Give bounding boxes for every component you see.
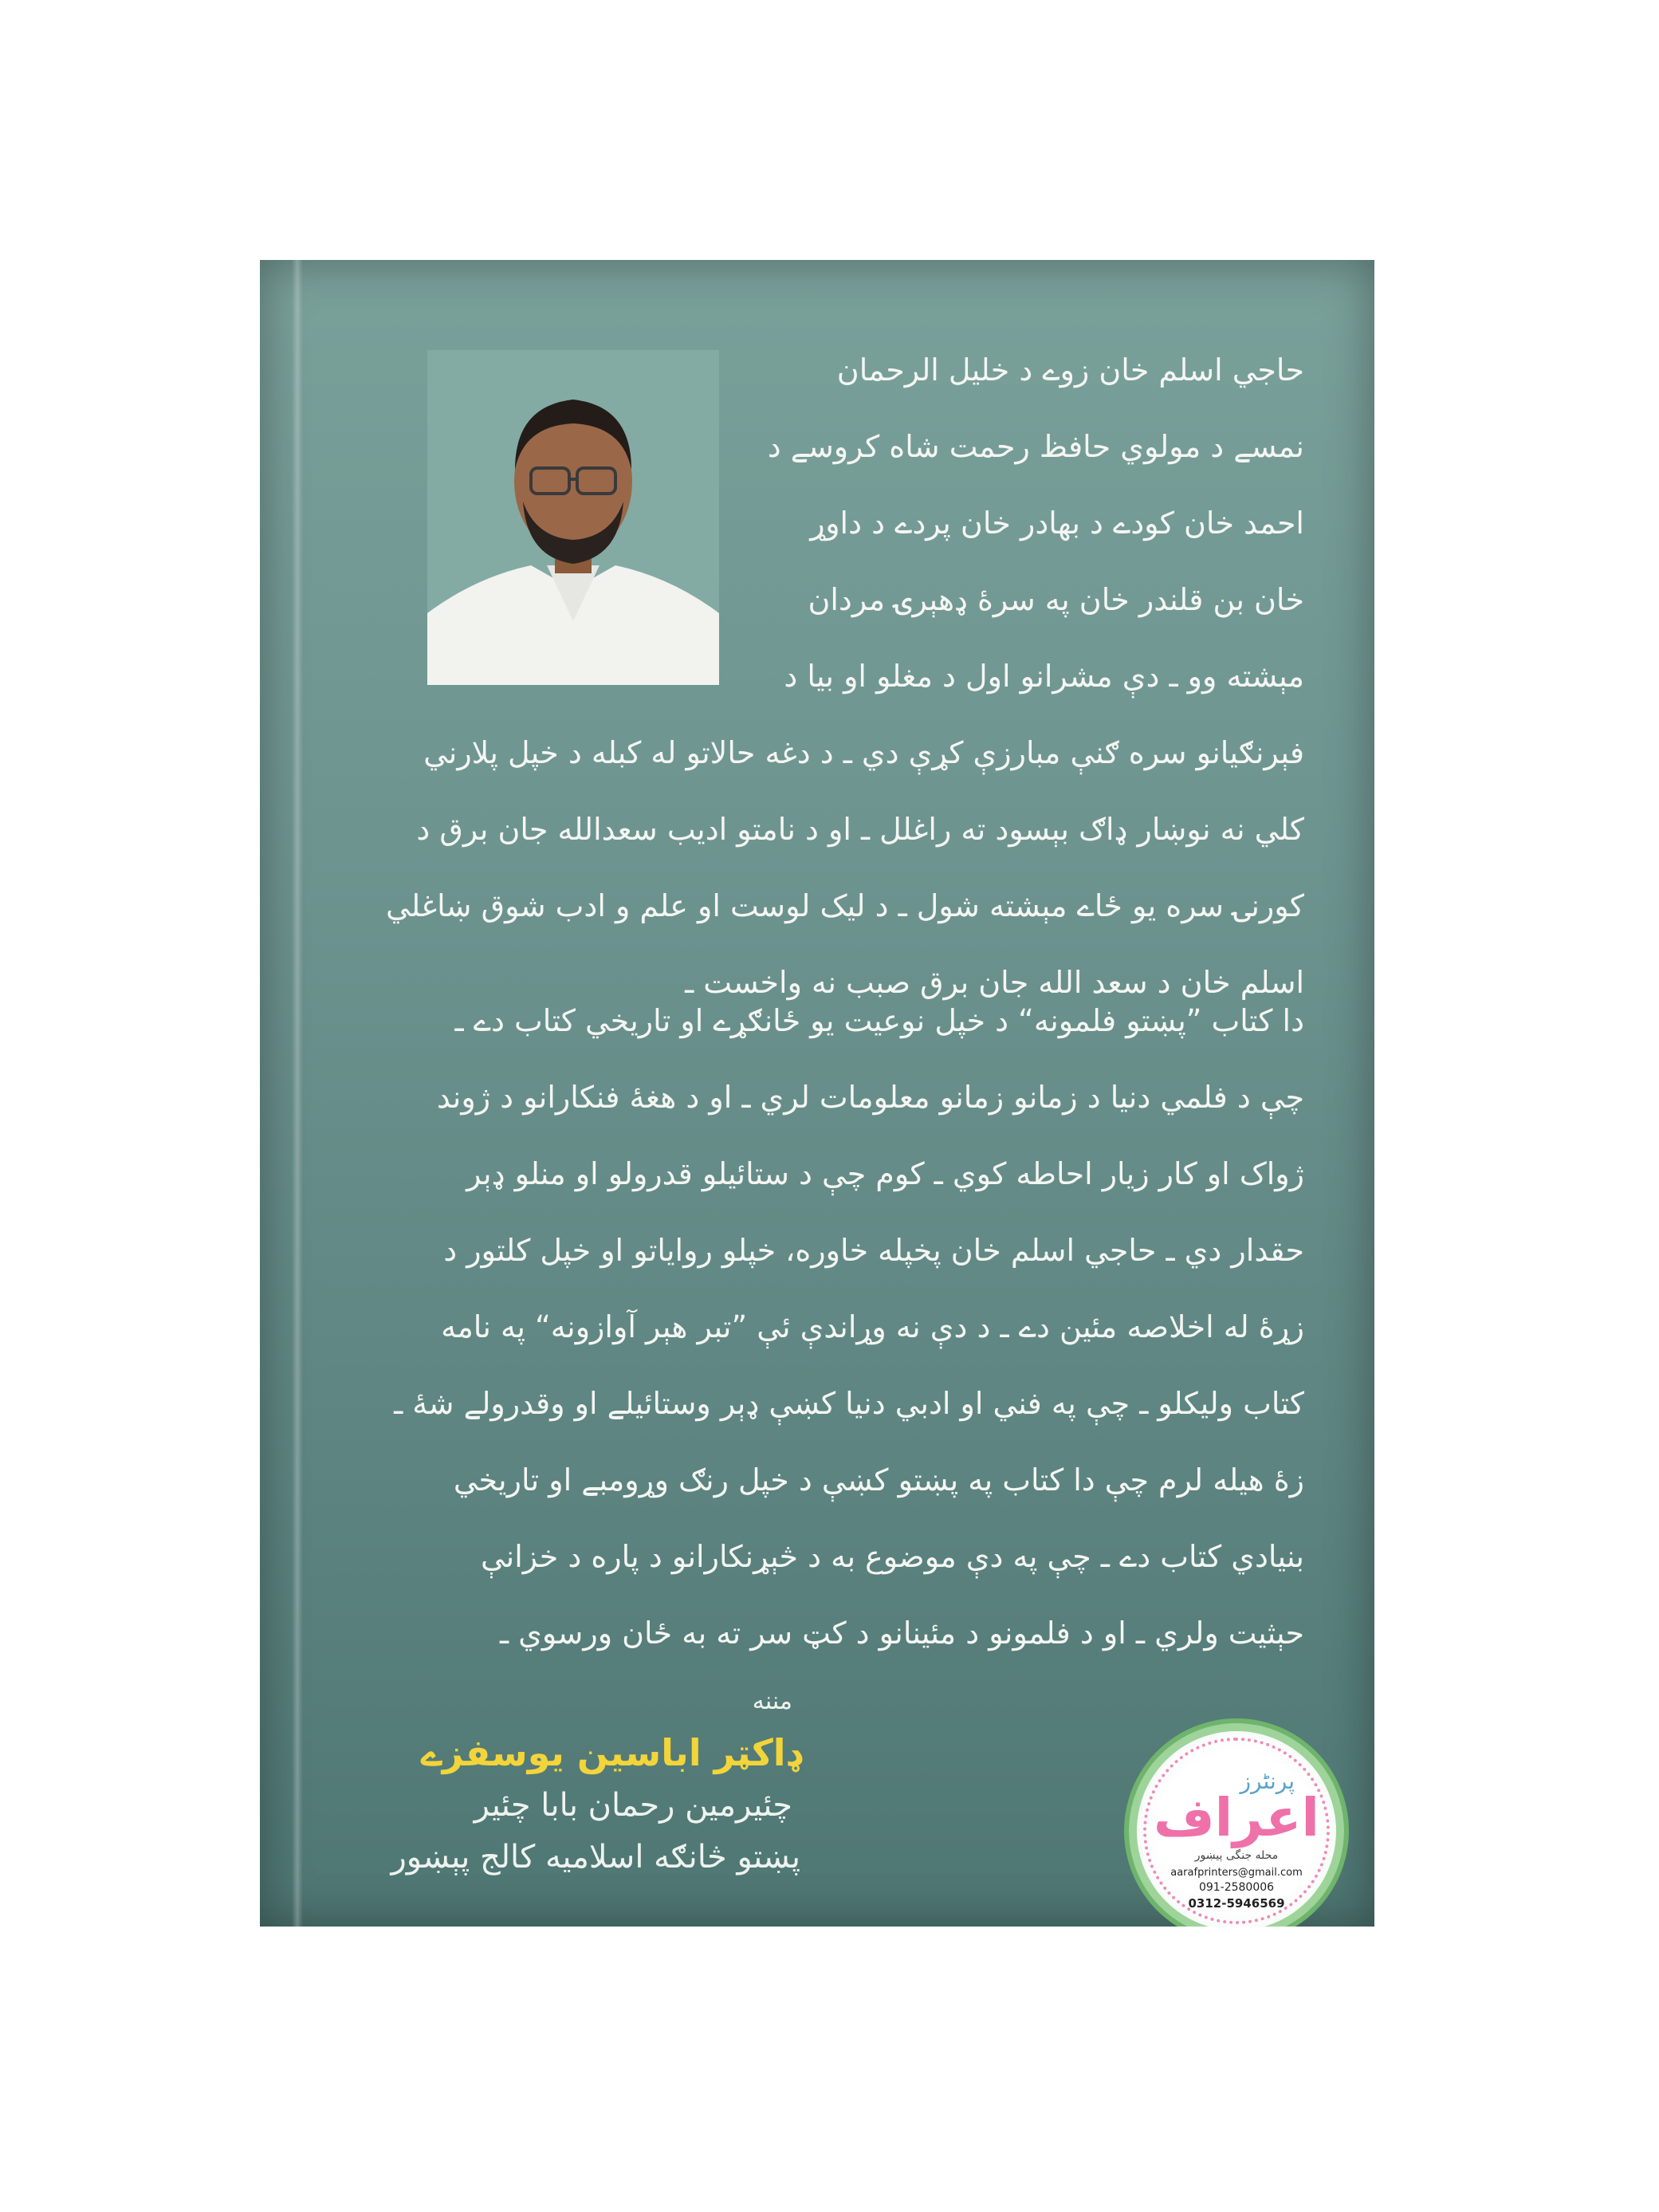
author-portrait-icon [427,350,719,685]
text-line: حقدار دي ـ حاجي اسلم خان پخپله خاوره، خپلو رواياتو او خپل كلتور د [443,1233,1304,1268]
bio-paragraph-middle [356,714,1304,1021]
book-back-cover [260,260,1374,1927]
logo-mobile: 0312-5946569 [1188,1896,1285,1911]
text-line: اسلم خان د سعد الله جان برق صبب نه واخست ـ [685,965,1304,1000]
bio-paragraph-top [762,332,1304,714]
logo-email: aarafprinters@gmail.com [1170,1867,1303,1879]
text-line: ژواک او كار زيار احاطه كوي ـ كوم چې د ستائيلو قدرولو او منلو ډېر [466,1156,1304,1191]
logo-phone: 091-2580006 [1198,1881,1275,1894]
text-line: كلي نه نوښار ډاګ بېسود ته راغلل ـ او د نامتو اديب سعدالله جان برق د [416,812,1304,847]
publisher-logo [1129,1723,1344,1927]
logo-subtitle: پرنٹرز [1240,1768,1295,1794]
text-line: دا كتاب ”پښتو فلمونه“ د خپل نوعيت يو ځانګړے او تاريخي كتاب دے ـ [454,1003,1304,1038]
text-line: زړۀ له اخلاصه مئين دے ـ د دې نه وړاندې ئې ”تبر هېر آوازونه“ په نامه [441,1309,1304,1344]
book-review-paragraph [356,982,1304,1671]
reviewer-affiliation: پښتو څانګه اسلاميه كالج پېښور [391,1839,800,1875]
logo-brand: اعراف [1153,1787,1320,1848]
text-line: بنيادي كتاب دے ـ چې په دې موضوع به د څېړنكارانو د پاره د خزانې [481,1539,1304,1574]
text-line: نمسے د مولوي حافظ رحمت شاه كروسے د [767,429,1304,464]
text-line: كتاب وليكلو ـ چې په فني او ادبي دنيا كښې ډېر وستائيلے او وقدرولے شۀ ـ [394,1386,1304,1421]
text-line: مېشته وو ـ دې مشرانو اول د مغلو او بيا د [784,659,1304,694]
author-photo [427,350,719,685]
sign-off: مننه [752,1687,792,1715]
text-line: حاجي اسلم خان زوے د خليل الرحمان [836,352,1304,388]
text-line: احمد خان كودے د بهادر خان پردے د داوړ [810,506,1304,541]
logo-location: محله جنگی پیښور [1194,1849,1279,1862]
text-line: خان بن قلندر خان په سرۀ ډهېرۍ مردان [808,582,1304,617]
reviewer-name: ډاكټر اباسين يوسفزے [420,1731,802,1774]
text-line: چې د فلمي دنيا د زمانو زمانو معلومات لري ـ او د هغۀ فنكارانو د ژوند [436,1080,1304,1115]
text-line: فېرنګيانو سره ګنې مبارزې كړې دي ـ د دغه حالاتو له كبله د خپل پلارني [423,735,1304,770]
reviewer-title: چئيرمين رحمان بابا چئير [474,1787,792,1824]
text-line: حېثيت ولري ـ او د فلمونو د مئينانو د كټ سر ته به ځان ورسوي ـ [499,1616,1304,1651]
text-line: كورنۍ سره يو ځاے مېشته شول ـ د ليک لوست او علم و ادب شوق ښاغلي [385,888,1304,923]
text-line: زۀ هيله لرم چې دا كتاب په پښتو كښې د خپل رنګ وړومبے او تاريخي [453,1462,1304,1498]
